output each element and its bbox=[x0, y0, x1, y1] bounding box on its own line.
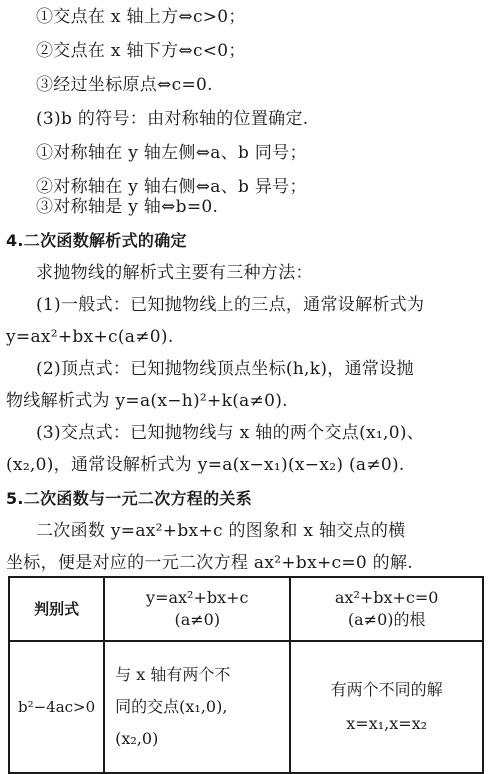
header-discriminant: 判别式 bbox=[34, 600, 80, 618]
table-header-cell bbox=[9, 577, 104, 641]
roots-values: x=x₁,x=x₂ bbox=[346, 714, 428, 733]
header-equation: ax²+bx+c=0 bbox=[334, 588, 439, 607]
text-line: (3)b 的符号：由对称轴的位置确定. bbox=[36, 109, 309, 129]
section-heading: 4.二次函数解析式的确定 bbox=[6, 231, 187, 250]
graph-description: (x₂,0) bbox=[115, 729, 159, 748]
graph-description: 与 x 轴有两个不 bbox=[115, 665, 231, 684]
text-line: 二次函数 y=ax²+bx+c 的图象和 x 轴交点的横 bbox=[36, 521, 406, 541]
table-cell bbox=[104, 641, 290, 773]
table-cell bbox=[9, 641, 104, 773]
roots-description: 有两个不同的解 bbox=[330, 680, 443, 699]
discriminant-table bbox=[8, 576, 484, 774]
text-line: ③对称轴是 y 轴⇔b=0. bbox=[36, 197, 219, 217]
text-line: ③经过坐标原点⇔c=0. bbox=[36, 75, 213, 95]
header-equation-roots: (a≠0)的根 bbox=[347, 610, 426, 629]
graph-description: 同的交点(x₁,0), bbox=[115, 697, 228, 716]
table-header-cell bbox=[104, 577, 290, 641]
text-line: 坐标，便是对应的一元二次方程 ax²+bx+c=0 的解. bbox=[6, 553, 413, 573]
text-line: y=ax²+bx+c(a≠0). bbox=[6, 327, 174, 347]
table-cell bbox=[290, 641, 483, 773]
text-line: (3)交点式：已知抛物线与 x 轴的两个交点(x₁,0)、 bbox=[36, 423, 425, 443]
header-function: y=ax²+bx+c bbox=[146, 588, 249, 607]
text-line: ①对称轴在 y 轴左侧⇔a、b 同号； bbox=[36, 143, 307, 163]
table-header-cell bbox=[290, 577, 483, 641]
text-line: 求抛物线的解析式主要有三种方法： bbox=[36, 263, 313, 283]
text-line: (1)一般式：已知抛物线上的三点，通常设解析式为 bbox=[36, 295, 425, 315]
table-row bbox=[9, 641, 483, 773]
text-line: ②交点在 x 轴下方⇔c<0； bbox=[36, 41, 246, 61]
section-heading: 5.二次函数与一元二次方程的关系 bbox=[6, 489, 253, 508]
text-line: (x₂,0)，通常设解析式为 y=a(x−x₁)(x−x₂) (a≠0). bbox=[6, 455, 405, 475]
text-line: (2)顶点式：已知抛物线顶点坐标(h,k)，通常设抛 bbox=[36, 359, 414, 379]
table-header-row bbox=[9, 577, 483, 641]
discriminant-value: b²−4ac>0 bbox=[17, 698, 96, 716]
text-line: ②对称轴在 y 轴右侧⇔a、b 异号； bbox=[36, 177, 307, 197]
header-function-condition: (a≠0) bbox=[174, 610, 221, 629]
text-line: ①交点在 x 轴上方⇔c>0； bbox=[36, 7, 246, 27]
text-line: 物线解析式为 y=a(x−h)²+k(a≠0). bbox=[6, 391, 288, 411]
